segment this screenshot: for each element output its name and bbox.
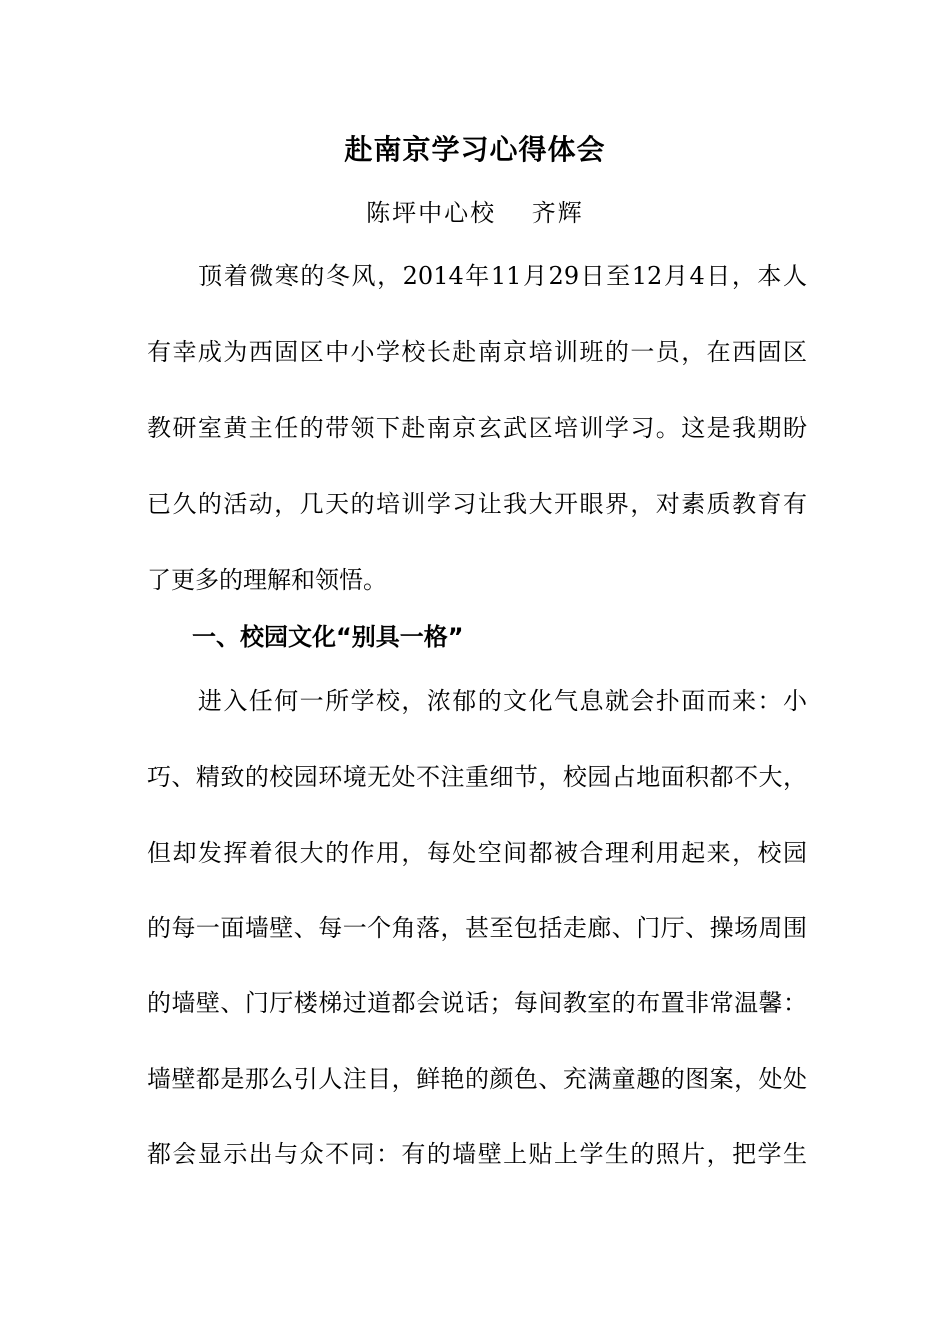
section-1-line-3: 但却发挥着很大的作用，每处空间都被合理利用起来，校园	[147, 839, 807, 867]
section-1-heading: 一、校园文化“别具一格”	[192, 623, 464, 651]
section-1-line-4: 的每一面墙壁、每一个角落，甚至包括走廊、门厅、操场周围	[147, 914, 807, 942]
document-author: 陈坪中心校 齐辉	[366, 199, 584, 227]
section-1-line-2: 巧、精致的校园环境无处不注重细节，校园占地面积都不大，	[147, 763, 807, 791]
section-1-line-6: 墙壁都是那么引人注目，鲜艳的颜色、充满童趣的图案，处处	[147, 1065, 807, 1093]
intro-line-2: 有幸成为西固区中小学校长赴南京培训班的一员，在西固区	[147, 338, 807, 366]
intro-line-5: 了更多的理解和领悟。	[147, 566, 387, 594]
intro-line-1: 顶着微寒的冬风，2014年11月29日至12月4日，本人	[147, 262, 807, 290]
document-title: 赴南京学习心得体会	[344, 133, 606, 166]
section-1-line-5: 的墙壁、门厅楼梯过道都会说话；每间教室的布置非常温馨：	[147, 989, 807, 1017]
intro-line-3: 教研室黄主任的带领下赴南京玄武区培训学习。这是我期盼	[147, 414, 807, 442]
section-1-line-7: 都会显示出与众不同：有的墙壁上贴上学生的照片，把学生	[147, 1140, 807, 1168]
section-1-line-1: 进入任何一所学校，浓郁的文化气息就会扑面而来：小	[147, 687, 807, 715]
intro-line-4: 已久的活动，几天的培训学习让我大开眼界，对素质教育有	[147, 490, 807, 518]
